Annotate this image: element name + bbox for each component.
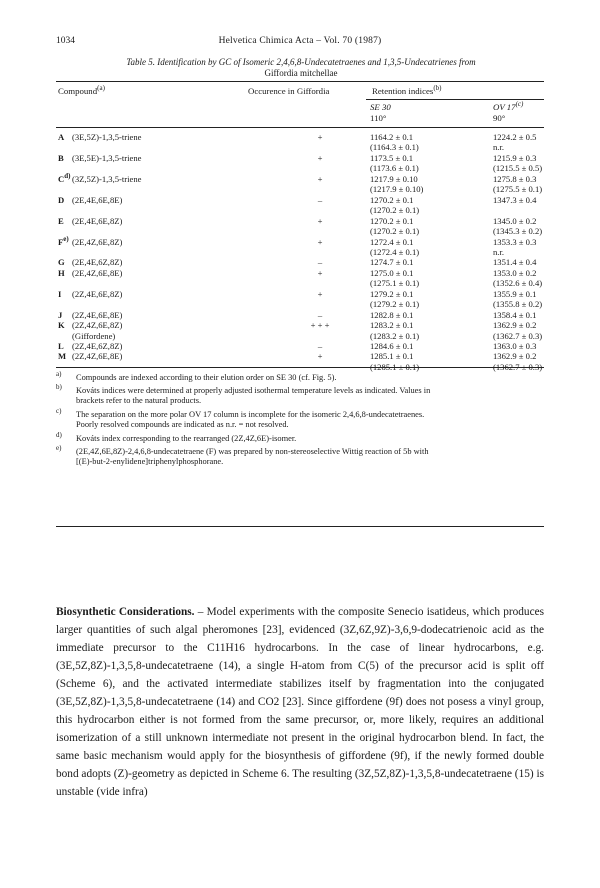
compound-name: (2Z,4E,6E,8Z)	[72, 288, 123, 299]
compound-key: L	[58, 341, 64, 351]
retention-se30: 1283.2 ± 0.1	[370, 320, 414, 331]
footnote-line: Poorly resolved compounds are indicated as n.r. = not resolved.	[76, 420, 289, 429]
table-row	[56, 278, 544, 288]
compound-name: (3E,5E)-1,3,5-triene	[72, 152, 142, 163]
occurrence-value: –	[317, 194, 323, 205]
occurrence-value: +	[317, 132, 323, 142]
table-row	[56, 163, 544, 173]
retention-se30: 1270.2 ± 0.1	[370, 215, 414, 226]
occurrence-value: +	[317, 267, 323, 278]
footnote-line: (2E,4Z,6E,8Z)-2,4,6,8-undecatetraene (F) was prepared by non-stereoselective Wittig reaction of 5b with	[76, 447, 429, 456]
compound-key: G	[58, 257, 65, 268]
retention-se30: (1173.6 ± 0.1)	[370, 163, 419, 174]
table-row	[56, 299, 544, 309]
retention-ov17: (1355.8 ± 0.2)	[493, 299, 543, 310]
table-row	[56, 234, 544, 247]
compound-name: (2Z,4Z,6E,8Z)	[72, 320, 123, 331]
table-row	[56, 216, 544, 226]
col-header-ov17: OV 17$^{(c)}$	[493, 100, 524, 112]
retention-se30: (1270.2 ± 0.1)	[370, 226, 420, 237]
compound-footnote-mark: e)	[63, 234, 69, 243]
table-row	[56, 195, 544, 205]
compound-name: (2E,4E,6E,8E)	[72, 194, 123, 205]
retention-se30: (1217.9 ± 0.10)	[370, 184, 424, 195]
temp-se30: 110°	[370, 113, 387, 123]
retention-ov17: n.r.	[493, 246, 504, 257]
compound-name: (2Z,4E,6Z,8Z)	[72, 341, 123, 351]
footnote-mark: d)	[56, 431, 62, 440]
compound-key: K	[58, 320, 65, 331]
footnote-mark: e)	[56, 444, 62, 453]
occurrence-value: –	[317, 257, 323, 268]
table-row	[56, 205, 544, 215]
table-row	[56, 268, 544, 278]
footnote-mark: c)	[56, 407, 62, 416]
footnote-line: The separation on the more polar OV 17 column is incomplete for the isomeric 2,4,6,8-undecatetraenes.	[76, 410, 425, 419]
retention-se30: (1272.4 ± 0.1)	[370, 246, 420, 257]
table-caption	[96, 57, 506, 79]
retention-ov17: 1347.3 ± 0.4	[493, 194, 537, 205]
col-header-retention: Retention indices$^{(b)}$	[372, 84, 442, 96]
retention-ov17: n.r.	[493, 142, 504, 153]
table-row	[56, 247, 544, 257]
retention-se30: 1272.4 ± 0.1	[370, 236, 414, 247]
retention-se30: (1270.2 ± 0.1)	[370, 205, 420, 216]
table-bottom-rule	[56, 367, 544, 368]
compound-name: (2Z,4E,6E,8E)	[72, 309, 123, 320]
retention-ov17: 1355.9 ± 0.1	[493, 288, 537, 299]
table-row	[56, 142, 544, 152]
footnote-mark: a)	[56, 370, 62, 379]
occurrence-value: +	[317, 215, 323, 226]
compound-name: (3E,5Z)-1,3,5-triene	[72, 132, 142, 142]
footnote-line: Kováts index corresponding to the rearranged (2Z,4Z,6E)-isomer.	[76, 434, 297, 443]
occurrence-value: –	[317, 341, 323, 351]
compound-name: (3Z,5Z)-1,3,5-triene	[72, 173, 142, 184]
retention-ov17: 1353.0 ± 0.2	[493, 267, 537, 278]
compound-key: B	[58, 152, 64, 163]
retention-se30: 1274.7 ± 0.1	[370, 257, 414, 268]
retention-ov17: (1362.7 ± 0.3)	[493, 330, 543, 341]
table-row	[56, 341, 544, 351]
table-row	[56, 226, 544, 236]
compound-name: (Giffordene)	[72, 330, 116, 341]
occurrence-value: +	[317, 351, 323, 362]
retention-ov17: 1363.0 ± 0.3	[493, 341, 537, 351]
table-top-rule	[56, 81, 544, 82]
compound-key: H	[58, 267, 65, 278]
compound-key: D	[58, 194, 65, 205]
retention-se30: (1283.2 ± 0.1)	[370, 330, 420, 341]
retention-ov17: 1353.3 ± 0.3	[493, 236, 537, 247]
footnote-text	[76, 386, 544, 406]
retention-ov17: (1345.3 ± 0.2)	[493, 226, 543, 237]
journal-title: Helvetica Chimica Acta – Vol. 70 (1987)	[218, 36, 382, 46]
retention-ov17: (1215.5 ± 0.5)	[493, 163, 543, 174]
retention-se30: (1164.3 ± 0.1)	[370, 142, 419, 153]
retention-se30: 1279.2 ± 0.1	[370, 288, 414, 299]
compound-name: (2E,4E,6E,8Z)	[72, 215, 123, 226]
retention-ov17: 1362.9 ± 0.2	[493, 351, 537, 362]
caption-line-2: Giffordia mitchellae	[264, 68, 338, 78]
compound-key: J	[58, 309, 63, 320]
footnote-text	[76, 410, 544, 430]
retention-ov17: 1345.0 ± 0.2	[493, 215, 537, 226]
retention-se30: 1275.0 ± 0.1	[370, 267, 414, 278]
footnote-text	[76, 434, 544, 444]
compound-name: (2E,4E,6Z,8Z)	[72, 257, 123, 268]
occurrence-value: +	[317, 173, 323, 184]
table-row	[56, 184, 544, 194]
table-row	[56, 257, 544, 267]
retention-se30: (1285.1 ± 0.1)	[370, 361, 420, 372]
footnotes-bottom-rule	[56, 526, 544, 527]
col-header-occurrence: Occurence in Giffordia	[248, 86, 330, 96]
compound-key: $C^{d)}$	[58, 171, 71, 184]
table-header-rule	[56, 127, 544, 128]
compound-name: (2E,4Z,6E,8E)	[72, 267, 123, 278]
section-heading: Biosynthetic Considerations.	[56, 606, 195, 618]
compound-name: (2Z,4Z,6E,8E)	[72, 351, 123, 362]
footnote-line: [(E)-but-2-enylidene]triphenylphosphorane.	[76, 457, 224, 466]
retention-se30: (1279.2 ± 0.1)	[370, 299, 420, 310]
retention-se30: 1270.2 ± 0.1	[370, 194, 414, 205]
table-row	[56, 310, 544, 320]
table-row	[56, 132, 544, 142]
compound-name: (2E,4Z,6E,8Z)	[72, 236, 123, 247]
retention-ov17: 1358.4 ± 0.1	[493, 309, 537, 320]
retention-ov17: 1362.9 ± 0.2	[493, 320, 537, 331]
compound-key: $F^{e)}$	[58, 234, 69, 247]
occurrence-value: +	[317, 288, 323, 299]
retention-ov17: 1351.4 ± 0.4	[493, 257, 537, 268]
retention-se30: 1285.1 ± 0.1	[370, 351, 414, 362]
compound-key: E	[58, 215, 64, 226]
caption-line-1: Table 5. Identification by GC of Isomeric 2,4,6,8-Undecatetraenes and 1,3,5-Undecatrienes from	[126, 57, 476, 67]
occurrence-value: –	[317, 309, 323, 320]
col-header-compound: Compound$^{(a)}$	[58, 84, 105, 96]
table-row	[56, 320, 544, 330]
retention-se30: 1164.2 ± 0.1	[370, 132, 414, 142]
retention-ov17: (1352.6 ± 0.4)	[493, 278, 543, 289]
footnote-line: brackets refer to the natural products.	[76, 396, 202, 405]
paragraph-text: – Model experiments with the composite Senecio isatideus, which produces larger quantities of such algal pheromones [23], evidenced (3Z,6Z,9Z)-3,6,9-dodecatrienoic acid as the immediate precursor to the C11H16 hydrocarbons. In the case of linear hydrocarbons, e.g. (3E,5Z,8Z)-1,3,5,8-undecatetraene (14), a single H-atom from C(5) of the precursor acid is split off (Scheme 6), and the activated intermediate stabilizes itself by fragmentation into the conjugated (3E,5Z,8Z)-1,3,5,8-undecatetraene (14) and CO2 [23]. Since giffordene (9f) does not posess a vinyl group, this hydrocarbon either is not formed from the same precursor, or, more likely, requires an additional isomerization of a still unknown intermediate not present in the original hydrocarbon blend. In fact, the same basic mechanism would apply for the biosynthesis of giffordene (9f), if the newly formed double bond adopts (Z)-geometry as depicted in Scheme 6. The resulting (3Z,5Z,8Z)-1,3,5,8-undecatetraene (15) is unstable (vide infra)	[56, 606, 544, 798]
temp-ov17: 90°	[493, 113, 506, 123]
table-row	[56, 171, 544, 184]
retention-se30: (1275.1 ± 0.1)	[370, 278, 420, 289]
retention-se30: 1217.9 ± 0.10	[370, 173, 418, 184]
body-paragraph	[56, 603, 544, 801]
compound-key: A	[58, 132, 65, 142]
occurrence-value: +	[317, 236, 323, 247]
retention-se30: 1282.8 ± 0.1	[370, 309, 414, 320]
table-row	[56, 289, 544, 299]
retention-ov17: 1224.2 ± 0.5	[493, 132, 537, 142]
footnote-mark: b)	[56, 383, 62, 392]
footnote-text	[76, 447, 544, 467]
compound-footnote-mark: d)	[64, 171, 71, 180]
table-row	[56, 153, 544, 163]
retention-ov17: 1275.8 ± 0.3	[493, 173, 537, 184]
running-header	[56, 36, 544, 50]
table-row	[56, 331, 544, 341]
retention-ov17: (1275.5 ± 0.1)	[493, 184, 543, 195]
footnote-line: Kováts indices were determined at properly adjusted isothermal temperature levels as indicated. Values in	[76, 386, 431, 395]
compound-key: M	[58, 351, 67, 362]
compound-key: I	[58, 288, 62, 299]
page-number: 1034	[56, 36, 75, 46]
table-row	[56, 351, 544, 361]
retention-ov17: (1362.7 ± 0.3)	[493, 361, 543, 372]
retention-se30: 1173.5 ± 0.1	[370, 152, 414, 163]
retention-ov17: 1215.9 ± 0.3	[493, 152, 537, 163]
footnote-text	[76, 373, 544, 383]
col-header-se30: SE 30	[370, 102, 391, 112]
occurrence-value: +	[317, 152, 323, 163]
retention-se30: 1284.6 ± 0.1	[370, 341, 414, 351]
footnote-line: Compounds are indexed according to their elution order on SE 30 (cf. Fig. 5).	[76, 373, 337, 382]
occurrence-value: + + +	[310, 320, 330, 331]
